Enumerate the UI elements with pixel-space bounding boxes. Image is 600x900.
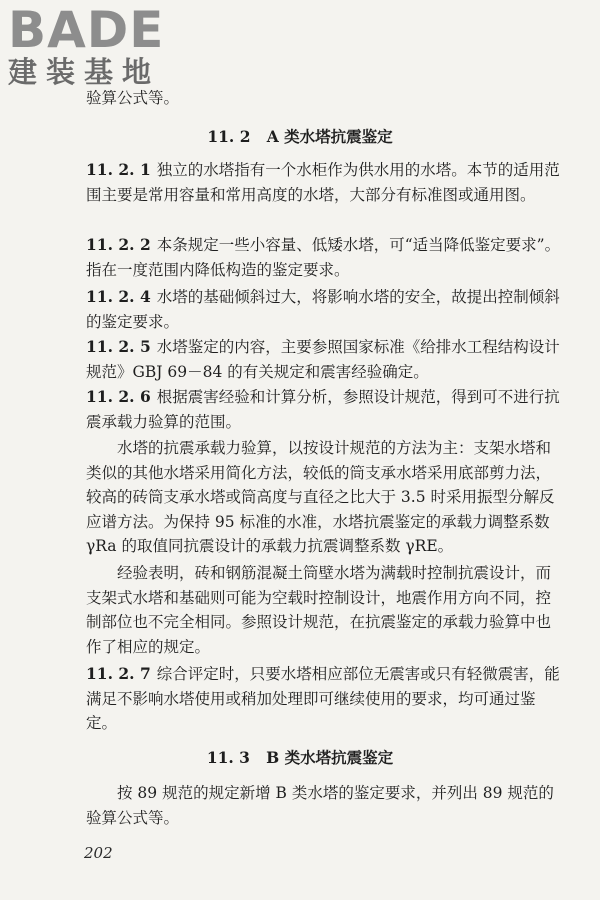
section-title: B 类水塔抗震鉴定 — [266, 748, 394, 767]
paragraph-experience: 经验表明，砖和钢筋混凝土筒壁水塔为满载时控制抗震设计，而支架式水塔和基础则可能为空载时控制设计，地震作用方向不同，控制部位也不完全相同。参照设计规范，在抗震鉴定的承载力验算中也作了相应的规定。 — [86, 564, 552, 656]
clause-number: 11. 2. 7 — [86, 664, 151, 683]
site-logo — [8, 1, 183, 89]
paragraph-class-b: 按 89 规范的规定新增 B 类水塔的鉴定要求，并列出 89 规范的验算公式等。 — [86, 784, 554, 827]
clause-number: 11. 2. 5 — [86, 337, 151, 356]
top-fragment: 验算公式等。 — [86, 89, 180, 107]
logo-brand-text: BADE — [8, 1, 165, 59]
section-number: 11. 2 — [207, 127, 251, 146]
clause-11-2-5 — [86, 335, 564, 384]
clause-text: 本条规定一些小容量、低矮水塔，可“适当降低鉴定要求”。指在一度范围内降低构造的鉴定要求。 — [86, 236, 561, 279]
clause-text: 水塔的基础倾斜过大，将影响水塔的安全，故提出控制倾斜的鉴定要求。 — [86, 288, 560, 331]
section-heading-11-2 — [0, 125, 600, 147]
clause-11-2-1 — [86, 158, 564, 207]
clause-11-2-4 — [86, 285, 564, 334]
section-title: A 类水塔抗震鉴定 — [266, 127, 393, 146]
clause-11-2-2 — [86, 233, 564, 282]
paragraph-capacity-check: 水塔的抗震承载力验算，以按设计规范的方法为主：支架水塔和类似的其他水塔采用简化方法，较低的筒支承水塔采用底部剪力法，较高的砖筒支承水塔或筒高度与直径之比大于 3.5 时采用振型分解反应谱方法。为保持 95 标准的水准，水塔抗震鉴定的承载力调整系数 γRa 的取值同抗震设计的承载力抗震调整系数 γRE。 — [86, 439, 555, 555]
logo-subtitle: 建装基地 — [8, 55, 161, 89]
clause-text: 独立的水塔指有一个水柜作为供水用的水塔。本节的适用范围主要是常用容量和常用高度的水塔，大部分有标准图或通用图。 — [86, 161, 560, 204]
section-number: 11. 3 — [206, 748, 250, 767]
clause-number: 11. 2. 1 — [86, 160, 151, 179]
clause-11-2-7 — [86, 662, 564, 736]
clause-text: 综合评定时，只要水塔相应部位无震害或只有轻微震害，能满足不影响水塔使用或稍加处理即可继续使用的要求，均可通过鉴定。 — [86, 665, 560, 732]
clause-number: 11. 2. 6 — [86, 387, 151, 406]
clause-number: 11. 2. 4 — [86, 287, 151, 306]
clause-11-2-6 — [86, 385, 564, 434]
clause-text: 根据震害经验和计算分析，参照设计规范，得到可不进行抗震承载力验算的范围。 — [86, 388, 560, 431]
section-heading-11-3 — [0, 746, 600, 768]
page-number: 202 — [84, 844, 113, 862]
clause-number: 11. 2. 2 — [86, 235, 151, 254]
clause-text: 水塔鉴定的内容，主要参照国家标准《给排水工程结构设计规范》GBJ 69－84 的有关规定和震害经验确定。 — [86, 338, 560, 381]
